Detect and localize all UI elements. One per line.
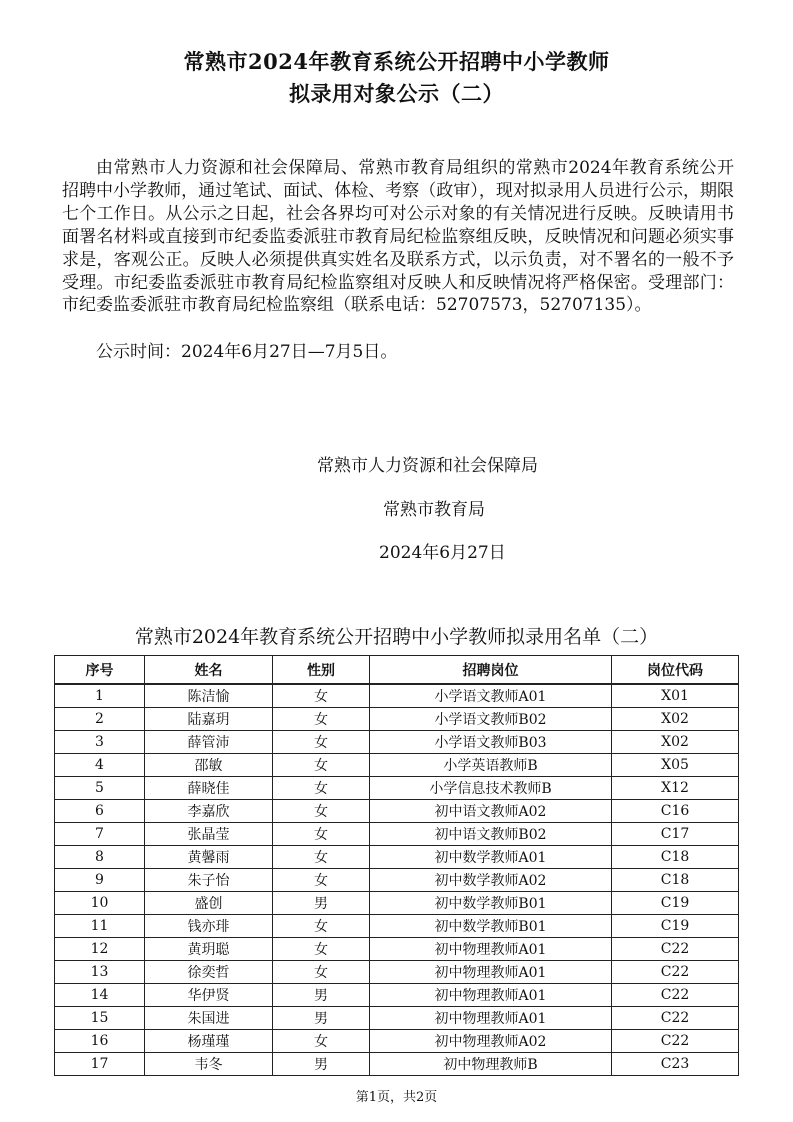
cell-name: 徐奕哲 <box>145 961 273 984</box>
cell-name: 张晶莹 <box>145 823 273 846</box>
cell-position-code: X02 <box>612 708 739 731</box>
table-row <box>55 869 739 892</box>
roster-table <box>54 655 739 1076</box>
cell-gender: 男 <box>273 1007 370 1030</box>
cell-position-code: C23 <box>612 1053 739 1076</box>
cell-position: 初中数学教师B01 <box>370 892 612 915</box>
cell-name: 盛创 <box>145 892 273 915</box>
cell-number: 16 <box>55 1030 145 1053</box>
table-row <box>55 1053 739 1076</box>
cell-gender: 女 <box>273 961 370 984</box>
cell-position: 初中物理教师A02 <box>370 1030 612 1053</box>
cell-position-code: X01 <box>612 684 739 708</box>
cell-name: 钱亦琲 <box>145 915 273 938</box>
document-title-line2: 拟录用对象公示（二） <box>289 81 504 106</box>
cell-position-code: C18 <box>612 869 739 892</box>
cell-gender: 女 <box>273 684 370 708</box>
table-header-row <box>55 656 739 685</box>
cell-position: 初中数学教师B01 <box>370 915 612 938</box>
cell-position-code: C19 <box>612 892 739 915</box>
cell-position-code: X05 <box>612 754 739 777</box>
cell-name: 黄馨雨 <box>145 846 273 869</box>
cell-number: 14 <box>55 984 145 1007</box>
column-header-number: 序号 <box>55 656 145 685</box>
cell-position-code: C17 <box>612 823 739 846</box>
table-row <box>55 731 739 754</box>
cell-number: 2 <box>55 708 145 731</box>
cell-name: 黄玥聪 <box>145 938 273 961</box>
cell-number: 13 <box>55 961 145 984</box>
cell-name: 李嘉欣 <box>145 800 273 823</box>
cell-position: 初中物理教师A01 <box>370 984 612 1007</box>
cell-name: 韦冬 <box>145 1053 273 1076</box>
cell-position: 初中数学教师A02 <box>370 869 612 892</box>
cell-name: 杨瑾瑾 <box>145 1030 273 1053</box>
list-title: 常熟市2024年教育系统公开招聘中小学教师拟录用名单（二） <box>134 626 659 648</box>
table-row <box>55 846 739 869</box>
cell-number: 6 <box>55 800 145 823</box>
cell-gender: 女 <box>273 846 370 869</box>
cell-position-code: X12 <box>612 777 739 800</box>
column-header-position: 招聘岗位 <box>370 656 612 685</box>
cell-gender: 女 <box>273 708 370 731</box>
cell-position: 初中语文教师B02 <box>370 823 612 846</box>
table-row <box>55 984 739 1007</box>
cell-position-code: X02 <box>612 731 739 754</box>
cell-name: 朱国进 <box>145 1007 273 1030</box>
cell-position: 小学信息技术教师B <box>370 777 612 800</box>
cell-gender: 男 <box>273 892 370 915</box>
signature-org-education: 常熟市教育局 <box>383 500 485 520</box>
column-header-gender: 性别 <box>273 656 370 685</box>
table-row <box>55 892 739 915</box>
column-header-name: 姓名 <box>145 656 273 685</box>
cell-gender: 女 <box>273 731 370 754</box>
cell-number: 9 <box>55 869 145 892</box>
cell-gender: 女 <box>273 869 370 892</box>
cell-number: 4 <box>55 754 145 777</box>
signature-org-hrss: 常熟市人力资源和社会保障局 <box>317 456 538 476</box>
table-row <box>55 708 739 731</box>
cell-position: 初中物理教师A01 <box>370 1007 612 1030</box>
cell-name: 朱子怡 <box>145 869 273 892</box>
cell-number: 3 <box>55 731 145 754</box>
cell-position: 初中物理教师B <box>370 1053 612 1076</box>
table-row <box>55 961 739 984</box>
cell-position-code: C22 <box>612 1007 739 1030</box>
cell-gender: 男 <box>273 1053 370 1076</box>
table-row <box>55 938 739 961</box>
notice-body: 由常熟市人力资源和社会保障局、常熟市教育局组织的常熟市2024年教育系统公开招聘中小学教师，通过笔试、面试、体检、考察（政审），现对拟录用人员进行公示，期限七个工作日。从公示之日起，社会各界均可对公示对象的有关情况进行反映。反映请用书面署名材料或直接到市纪委监委派驻市教育局纪检监察组反映，反映情况和问题必须实事求是，客观公正。反映人必须提供真实姓名及联系方式，以示负责，对不署名的一般不予受理。市纪委监委派驻市教育局纪检监察组对反映人和反映情况将严格保密。受理部门：市纪委监委派驻市教育局纪检监察组（联系电话：52707573，52707135）。 <box>62 158 734 316</box>
page-footer: 第1页，共2页 <box>355 1090 438 1105</box>
cell-gender: 男 <box>273 984 370 1007</box>
cell-gender: 女 <box>273 1030 370 1053</box>
cell-position: 小学语文教师A01 <box>370 684 612 708</box>
table-row <box>55 684 739 708</box>
table-row <box>55 1030 739 1053</box>
cell-gender: 女 <box>273 800 370 823</box>
cell-name: 薛管沛 <box>145 731 273 754</box>
cell-number: 11 <box>55 915 145 938</box>
cell-position: 初中数学教师A01 <box>370 846 612 869</box>
cell-position: 初中语文教师A02 <box>370 800 612 823</box>
table-row <box>55 800 739 823</box>
cell-name: 华伊贤 <box>145 984 273 1007</box>
cell-number: 1 <box>55 684 145 708</box>
cell-position: 小学英语教师B <box>370 754 612 777</box>
cell-position-code: C18 <box>612 846 739 869</box>
cell-gender: 女 <box>273 938 370 961</box>
cell-number: 7 <box>55 823 145 846</box>
cell-gender: 女 <box>273 915 370 938</box>
cell-number: 15 <box>55 1007 145 1030</box>
table-row <box>55 1007 739 1030</box>
cell-number: 17 <box>55 1053 145 1076</box>
cell-number: 10 <box>55 892 145 915</box>
document-title-line1: 常熟市2024年教育系统公开招聘中小学教师 <box>183 49 610 74</box>
cell-number: 5 <box>55 777 145 800</box>
cell-position-code: C22 <box>612 984 739 1007</box>
column-header-position-code: 岗位代码 <box>612 656 739 685</box>
table-row <box>55 754 739 777</box>
cell-name: 邵敏 <box>145 754 273 777</box>
cell-position: 初中物理教师A01 <box>370 961 612 984</box>
cell-number: 8 <box>55 846 145 869</box>
cell-position-code: C22 <box>612 1030 739 1053</box>
cell-gender: 女 <box>273 823 370 846</box>
cell-position-code: C22 <box>612 961 739 984</box>
table-row <box>55 777 739 800</box>
cell-name: 陈洁愉 <box>145 684 273 708</box>
cell-gender: 女 <box>273 777 370 800</box>
cell-gender: 女 <box>273 754 370 777</box>
cell-name: 陆嘉玥 <box>145 708 273 731</box>
signature-date: 2024年6月27日 <box>379 543 506 563</box>
cell-position: 小学语文教师B03 <box>370 731 612 754</box>
cell-position: 小学语文教师B02 <box>370 708 612 731</box>
notice-period: 公示时间：2024年6月27日—7月5日。 <box>96 342 398 362</box>
cell-position-code: C16 <box>612 800 739 823</box>
cell-name: 薛晓佳 <box>145 777 273 800</box>
cell-position-code: C22 <box>612 938 739 961</box>
roster-body <box>55 684 739 1076</box>
cell-number: 12 <box>55 938 145 961</box>
table-row <box>55 915 739 938</box>
cell-position-code: C19 <box>612 915 739 938</box>
cell-position: 初中物理教师A01 <box>370 938 612 961</box>
table-row <box>55 823 739 846</box>
